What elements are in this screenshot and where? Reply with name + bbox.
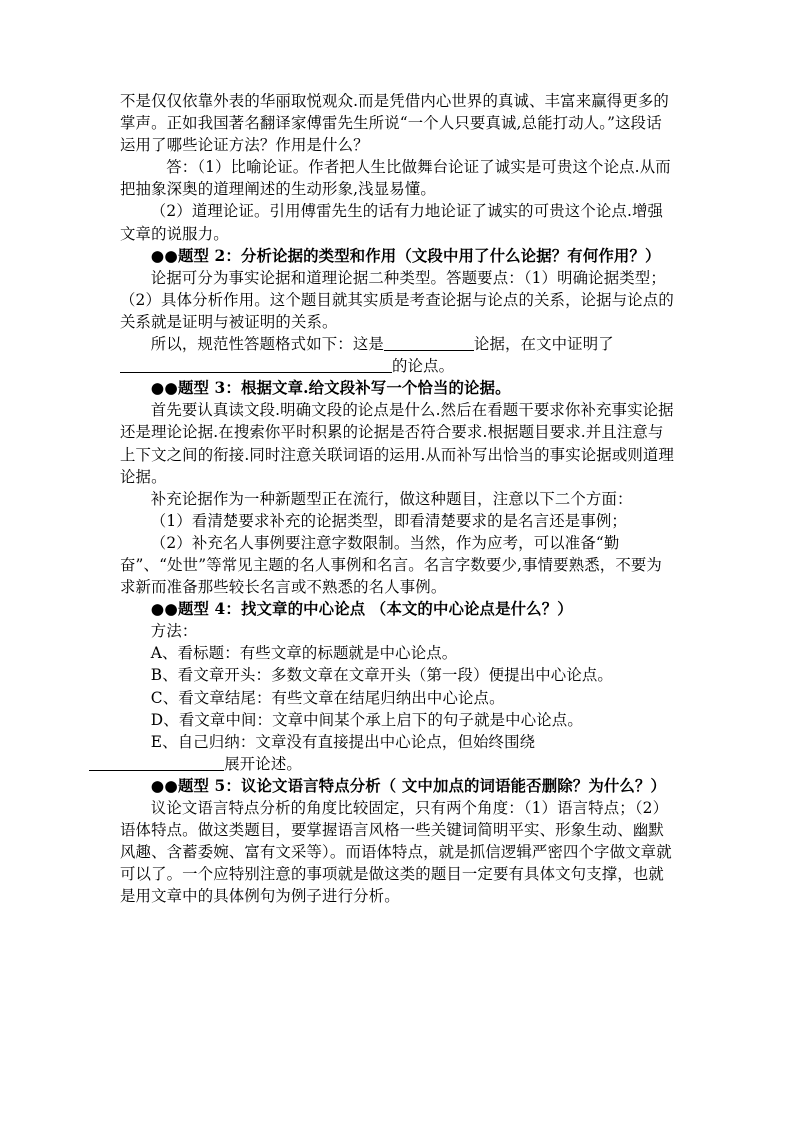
- type4-heading: ●●题型 4：找文章的中心论点 （本文的中心论点是什么？）: [150, 600, 573, 619]
- type3-paragraph-4: （2）补充名人事例要注意字数限制。当然，作为应考，可以准备“勤奋”、“处世”等常见主题的名人事例和名言。名言字数要少,事情要熟悉，不要为求新而准备那些较长名言或不熟悉的名人事例。: [120, 533, 662, 597]
- answer-2: （2）道理论证。引用傅雷先生的话有力地论证了诚实的可贵这个论点.增强文章的说服力。: [120, 202, 664, 243]
- type3-paragraph-2: 补充论据作为一种新题型正在流行，做这种题目，注意以下二个方面：: [150, 489, 633, 508]
- type4-method-a: A、看标题：有些文章的标题就是中心论点。: [150, 644, 458, 663]
- type4-method-label: 方法：: [150, 622, 198, 641]
- type3-paragraph-1: 首先要认真读文段.明确文段的论点是什么.然后在看题干要求你补充事实论据还是理论论据.在搜索你平时积累的论据是否符合要求.根据题目要求.并且注意与上下文之间的衔接.同时注意关联词语的运用.从而补写出恰当的事实论据或则道理论据。: [120, 401, 675, 486]
- document-page: [120, 90, 676, 907]
- answer-blank-type: [384, 334, 474, 351]
- answer-blank-central: [89, 754, 224, 771]
- intro-paragraph: 不是仅仅依靠外表的华丽取悦观众.而是凭借内心世界的真诚、丰富来赢得更多的掌声。正如我国著名翻译家傅雷先生所说“一个人只要真诚,总能打动人。”这段话运用了哪些论证方法？作用是什么？: [120, 92, 669, 155]
- answer-blank-point: [120, 356, 392, 373]
- type4-method-e-end: 展开论述。: [224, 754, 302, 773]
- type4-method-b: B、看文章开头：多数文章在文章开头（第一段）便提出中心论点。: [150, 666, 613, 685]
- type5-paragraph-1: 议论文语言特点分析的角度比较固定，只有两个角度：（1）语言特点；（2）语体特点。做这类题目，要掌握语言风格一些关键词简明平实、形象生动、幽默风趣、含蓄委婉、富有文采等）。而语体特点，就是抓信逻辑严密四个字做文章就可以了。一个应特别注意的事项就是做这类的题目一定要有具体文句支撑，也就是用文章中的具体例句为例子进行分析。: [120, 799, 672, 906]
- type2-p2-part-b: 论据，在文中证明了: [473, 335, 614, 354]
- type2-p2-part-a: 所以，规范性答题格式如下：这是: [150, 335, 384, 354]
- type4-method-c: C、看文章结尾：有些文章在结尾归纳出中心论点。: [150, 688, 505, 707]
- type4-method-d: D、看文章中间：文章中间某个承上启下的句子就是中心论点。: [150, 710, 583, 729]
- type2-paragraph-2: [120, 333, 676, 377]
- type5-heading: ●●题型 5：议论文语言特点分析（ 文中加点的词语能否删除？为什么？）: [150, 776, 667, 795]
- type2-heading: ●●题型 2：分析论据的类型和作用（文段中用了什么论据？有何作用？）: [150, 246, 661, 265]
- type4-method-e-text: E、自己归纳：文章没有直接提出中心论点，但始终围绕: [150, 732, 536, 751]
- type2-p2-part-c: 的论点。: [392, 357, 455, 376]
- type3-heading: ●●题型 3：根据文章.给文段补写一个恰当的论据。: [150, 379, 511, 398]
- type4-method-e: [120, 731, 676, 775]
- type2-paragraph-1: 论据可分为事实论据和道理论据二种类型。答题要点：（1）明确论据类型；（2）具体分析作用。这个题目就其实质是考查论据与论点的关系，论据与论点的关系就是证明与被证明的关系。: [120, 268, 674, 331]
- type3-paragraph-3: （1）看清楚要求补充的论据类型，即看清楚要求的是名言还是事例；: [150, 511, 627, 530]
- answer-1: 答：（1）比喻论证。作者把人生比做舞台论证了诚实是可贵这个论点.从而把抽象深奥的道理阐述的生动形象,浅显易懂。: [120, 158, 671, 199]
